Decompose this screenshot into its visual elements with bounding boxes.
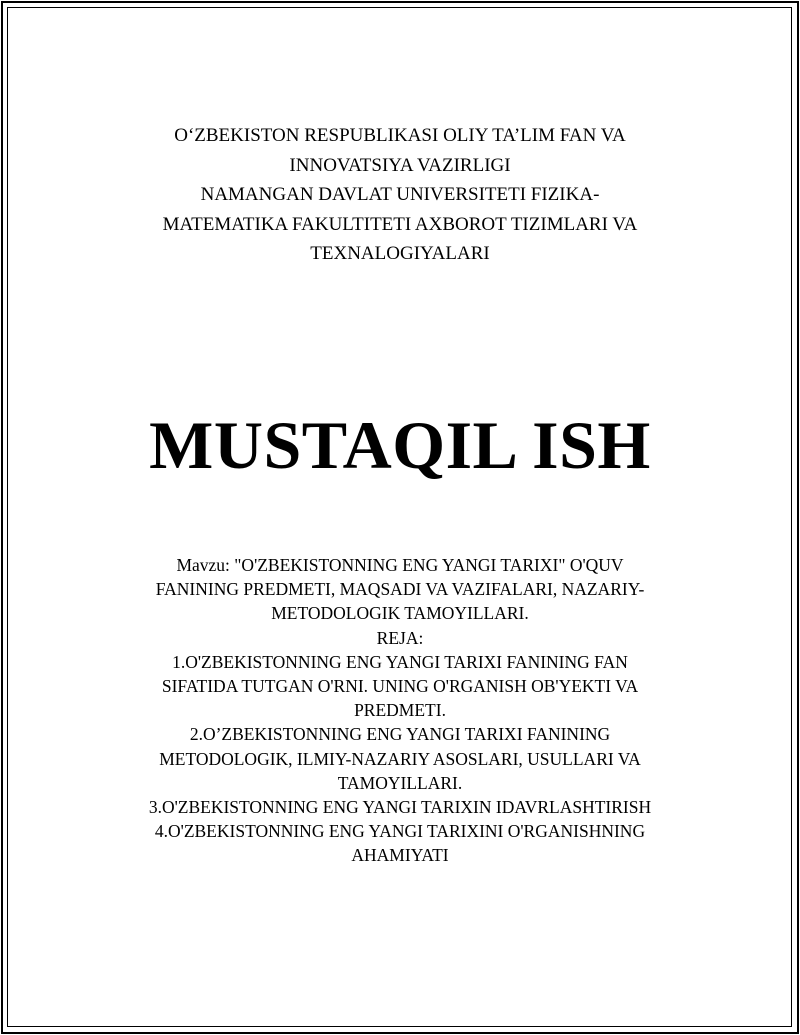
plan-line: PREDMETI. [354,700,446,721]
plan-line: 1.O'ZBEKISTONNING ENG YANGI TARIXI FANINING FAN [172,651,628,672]
plan-line: 3.O'ZBEKISTONNING ENG YANGI TARIXIN IDAVRLASHTIRISH [148,797,652,818]
plan-line: TAMOYILLARI. [337,772,463,793]
institution-header [60,121,740,269]
header-line: TEXNALOGIYALARI [310,243,490,264]
plan-line: METODOLOGIK, ILMIY-NAZARIY ASOSLARI, USULLARI VA [159,748,641,769]
topic-line: FANINING PREDMETI, MAQSADI VA VAZIFALARI, NAZARIY- [155,579,645,600]
topic-and-plan [80,553,720,868]
plan-line: SIFATIDA TUTGAN O'RNI. UNING O'RGANISH OB'YEKTI VA [161,676,639,697]
plan-heading: REJA: [376,627,424,648]
plan-line: AHAMIYATI [351,845,449,866]
header-line: O‘ZBEKISTON RESPUBLIKASI OLIY TA’LIM FAN VA [174,125,626,146]
header-line: MATEMATIKA FAKULTITETI AXBOROT TIZIMLARI VA [162,213,638,235]
header-line: NAMANGAN DAVLAT UNIVERSITETI FIZIKA- [200,184,600,205]
topic-line: METODOLOGIK TAMOYILLARI. [271,603,529,624]
document-title: MUSTAQIL ISH [149,407,651,483]
header-line: INNOVATSIYA VAZIRLIGI [289,154,511,176]
plan-line: 2.O’ZBEKISTONNING ENG YANGI TARIXI FANINING [189,724,611,745]
topic-line: Mavzu: "O'ZBEKISTONNING ENG YANGI TARIXI" O'QUV [176,555,624,575]
plan-line: 4.O'ZBEKISTONNING ENG YANGI TARIXINI O'RGANISHNING [154,821,646,842]
